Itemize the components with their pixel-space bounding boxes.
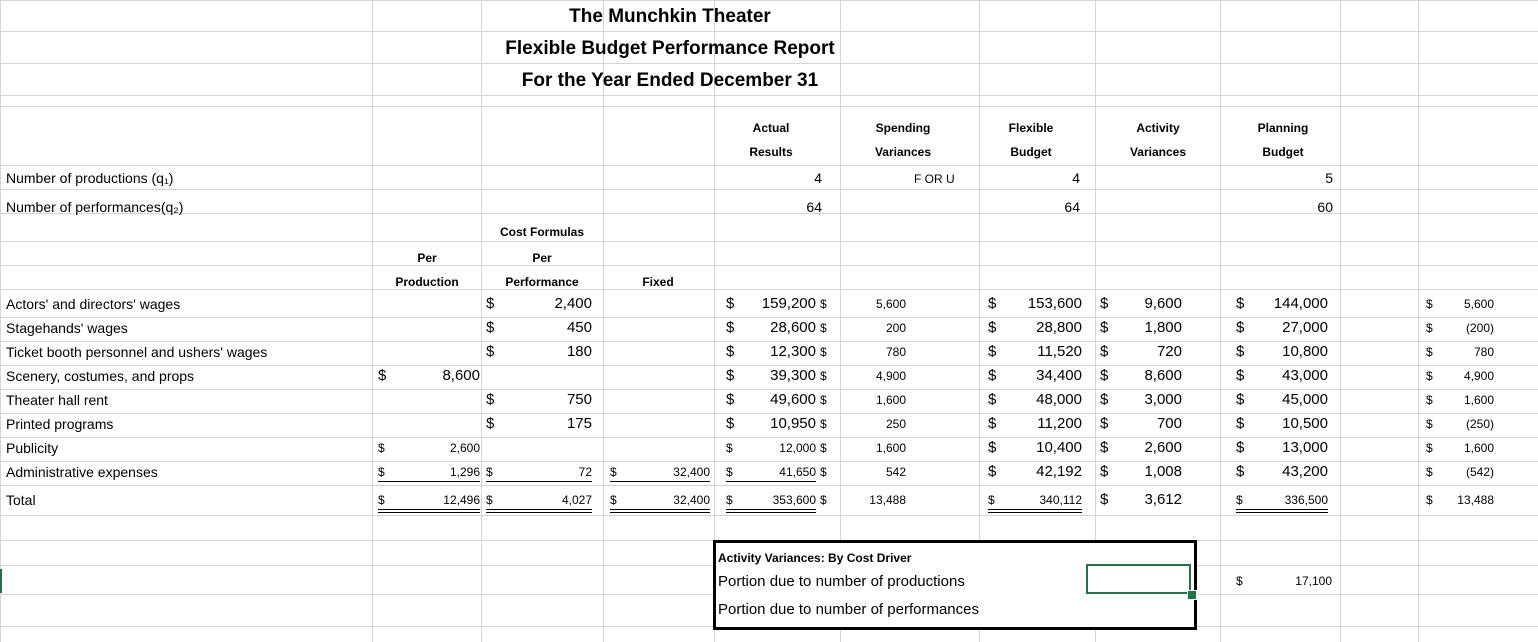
performance-header: Performance <box>505 275 579 289</box>
row-label: Stagehands' wages <box>6 320 128 336</box>
currency-symbol: $ <box>486 391 495 408</box>
double-underline <box>726 509 816 510</box>
activity-box-productions: Portion due to number of productions <box>718 573 965 590</box>
cell-flexible: 48,000 <box>1036 391 1082 408</box>
cell-spending: 200 <box>885 321 906 335</box>
currency-symbol: $ <box>378 465 385 479</box>
currency-symbol: $ <box>1236 295 1245 312</box>
cell-flexible: 153,600 <box>1027 295 1082 312</box>
currency-symbol: $ <box>726 493 733 507</box>
double-underline <box>378 509 480 510</box>
currency-symbol: $ <box>1100 319 1109 336</box>
currency-symbol: $ <box>1100 439 1109 456</box>
total-perf: 4,027 <box>561 493 592 507</box>
currency-symbol: $ <box>1426 369 1433 383</box>
currency-symbol: $ <box>988 343 997 360</box>
currency-symbol: $ <box>1426 441 1433 455</box>
cell-extra: 4,900 <box>1463 369 1494 383</box>
currency-symbol: $ <box>486 415 495 432</box>
currency-symbol: $ <box>1426 465 1433 479</box>
underline <box>726 481 816 482</box>
currency-symbol: $ <box>988 391 997 408</box>
cell-extra: 1,600 <box>1463 393 1494 407</box>
row-label: Administrative expenses <box>6 464 158 480</box>
currency-symbol: $ <box>1100 463 1109 480</box>
currency-symbol: $ <box>820 465 827 479</box>
cell-extra: (542) <box>1465 465 1494 479</box>
row-label: Printed programs <box>6 416 114 432</box>
cell-spending: 780 <box>885 345 906 359</box>
cell-activity: 8,600 <box>1144 367 1182 384</box>
cell-prod: 8,600 <box>442 367 480 384</box>
currency-symbol: $ <box>1236 439 1245 456</box>
double-underline <box>610 509 710 510</box>
currency-symbol: $ <box>1426 345 1433 359</box>
total-planning: 336,500 <box>1284 493 1328 507</box>
currency-symbol: $ <box>1100 415 1109 432</box>
per-header-production: Per <box>417 251 437 265</box>
productions-actual: 4 <box>814 170 822 186</box>
cell-spending: 5,600 <box>875 297 906 311</box>
cell-fixed: 32,400 <box>673 465 710 479</box>
total-flexible: 340,112 <box>1039 493 1082 507</box>
header-activity-2: Variances <box>1129 145 1187 159</box>
currency-symbol: $ <box>820 321 827 335</box>
total-extra: 13,488 <box>1457 493 1494 507</box>
header-flexible-2: Budget <box>1010 145 1052 159</box>
cell-flexible: 28,800 <box>1036 319 1082 336</box>
activity-box-performances: Portion due to number of performances <box>718 601 979 618</box>
underline <box>378 481 480 482</box>
per-header-performance: Per <box>532 251 552 265</box>
performances-flexible: 64 <box>1064 199 1080 215</box>
currency-symbol: $ <box>988 319 997 336</box>
header-spending-2: Variances <box>874 145 932 159</box>
currency-symbol: $ <box>820 369 827 383</box>
header-actual-1: Actual <box>752 121 790 135</box>
company-title: The Munchkin Theater <box>569 6 771 27</box>
header-activity-1: Activity <box>1136 121 1180 135</box>
cell-flexible: 10,400 <box>1036 439 1082 456</box>
cell-actual: 12,300 <box>770 343 816 360</box>
currency-symbol: $ <box>486 295 495 312</box>
currency-symbol: $ <box>726 295 735 312</box>
cell-actual: 49,600 <box>770 391 816 408</box>
cell-perf: 180 <box>566 343 592 360</box>
currency-symbol: $ <box>1100 391 1109 408</box>
cell-planning: 43,200 <box>1282 463 1328 480</box>
cell-flexible: 34,400 <box>1036 367 1082 384</box>
row-label: Theater hall rent <box>6 392 108 408</box>
cell-actual: 12,000 <box>779 441 816 455</box>
total-label: Total <box>6 492 36 508</box>
currency-symbol: $ <box>1236 463 1245 480</box>
currency-symbol: $ <box>988 493 995 507</box>
row-label: Ticket booth personnel and ushers' wages <box>6 344 268 360</box>
currency-symbol: $ <box>726 367 735 384</box>
currency-symbol: $ <box>820 393 827 407</box>
performances-actual: 64 <box>806 199 822 215</box>
cell-prod: 1,296 <box>449 465 480 479</box>
currency-symbol: $ <box>820 297 827 311</box>
currency-symbol: $ <box>486 465 493 479</box>
production-header: Production <box>395 275 459 289</box>
cell-activity: 1,800 <box>1144 319 1182 336</box>
header-planning-1: Planning <box>1257 121 1309 135</box>
double-underline <box>610 512 710 513</box>
currency-symbol: $ <box>726 319 735 336</box>
currency-symbol: $ <box>1236 343 1245 360</box>
cell-planning: 45,000 <box>1282 391 1328 408</box>
currency-symbol: $ <box>820 441 827 455</box>
row-label: Scenery, costumes, and props <box>6 368 195 384</box>
cell-extra: (250) <box>1465 417 1494 431</box>
productions-label: Number of productions (q₁) <box>6 170 174 186</box>
cell-activity: 720 <box>1156 343 1182 360</box>
currency-symbol: $ <box>610 465 617 479</box>
currency-symbol: $ <box>378 441 385 455</box>
active-row-marker <box>0 569 2 593</box>
cell-extra: 1,600 <box>1463 441 1494 455</box>
cell-spending: 542 <box>885 465 906 479</box>
cell-extra: 5,600 <box>1463 297 1494 311</box>
double-underline <box>486 512 592 513</box>
currency-symbol: $ <box>988 367 997 384</box>
cell-actual: 39,300 <box>770 367 816 384</box>
cell-perf: 2,400 <box>554 295 592 312</box>
currency-symbol: $ <box>1100 491 1109 508</box>
currency-symbol: $ <box>486 319 495 336</box>
cell-spending: 4,900 <box>875 369 906 383</box>
currency-symbol: $ <box>726 441 733 455</box>
currency-symbol: $ <box>1236 391 1245 408</box>
fixed-header: Fixed <box>642 275 674 289</box>
cell-perf: 750 <box>566 391 592 408</box>
cell-activity: 9,600 <box>1144 295 1182 312</box>
report-title: Flexible Budget Performance Report <box>505 38 835 59</box>
cell-activity: 1,008 <box>1144 463 1182 480</box>
cell-perf: 72 <box>578 465 592 479</box>
currency-symbol: $ <box>988 439 997 456</box>
underline <box>610 481 710 482</box>
currency-symbol: $ <box>1236 493 1243 507</box>
cell-flexible: 11,200 <box>1037 415 1082 432</box>
cell-activity: 2,600 <box>1144 439 1182 456</box>
activity-box-planning-value: 17,100 <box>1295 574 1332 588</box>
double-underline <box>1236 512 1328 513</box>
currency-symbol: $ <box>1236 319 1245 336</box>
currency-symbol: $ <box>820 417 827 431</box>
cell-actual: 41,650 <box>779 465 816 479</box>
productions-flexible: 4 <box>1072 170 1080 186</box>
currency-symbol: $ <box>1426 393 1433 407</box>
double-underline <box>988 512 1082 513</box>
currency-symbol: $ <box>820 493 827 507</box>
currency-symbol: $ <box>726 415 735 432</box>
total-spending: 13,488 <box>869 493 906 507</box>
currency-symbol: $ <box>1100 367 1109 384</box>
currency-symbol: $ <box>1100 295 1109 312</box>
cell-actual: 10,950 <box>770 415 816 432</box>
cell-spending: 1,600 <box>875 441 906 455</box>
cell-extra: (200) <box>1465 321 1494 335</box>
cell-spending: 250 <box>885 417 906 431</box>
cell-actual: 159,200 <box>761 295 816 312</box>
cell-activity: 700 <box>1156 415 1182 432</box>
currency-symbol: $ <box>1236 415 1245 432</box>
currency-symbol: $ <box>726 465 733 479</box>
fill-handle[interactable] <box>1187 590 1197 600</box>
header-planning-2: Budget <box>1262 145 1304 159</box>
currency-symbol: $ <box>1426 321 1433 335</box>
row-label: Actors' and directors' wages <box>6 296 181 312</box>
double-underline <box>486 509 592 510</box>
total-activity: 3,612 <box>1144 491 1182 508</box>
currency-symbol: $ <box>610 493 617 507</box>
total-actual: 353,600 <box>772 493 816 507</box>
cell-planning: 13,000 <box>1282 439 1328 456</box>
currency-symbol: $ <box>1426 417 1433 431</box>
header-flexible-1: Flexible <box>1008 121 1054 135</box>
header-actual-2: Results <box>749 145 793 159</box>
report-period: For the Year Ended December 31 <box>521 70 819 91</box>
cell-extra: 780 <box>1473 345 1494 359</box>
currency-symbol: $ <box>726 391 735 408</box>
selected-cell[interactable] <box>1086 564 1191 594</box>
cell-perf: 450 <box>566 319 592 336</box>
performances-label: Number of performances(q₂) <box>6 199 184 215</box>
underline <box>486 481 592 482</box>
currency-symbol: $ <box>378 493 385 507</box>
double-underline <box>988 509 1082 510</box>
total-prod: 12,496 <box>443 493 480 507</box>
cell-planning: 10,800 <box>1282 343 1328 360</box>
total-fixed: 32,400 <box>673 493 710 507</box>
cell-flexible: 11,520 <box>1037 343 1082 360</box>
currency-symbol: $ <box>486 493 493 507</box>
for-u-label: F OR U <box>914 172 955 186</box>
cost-formulas-header: Cost Formulas <box>499 225 584 239</box>
cell-planning: 27,000 <box>1282 319 1328 336</box>
currency-symbol: $ <box>486 343 495 360</box>
currency-symbol: $ <box>1236 367 1245 384</box>
double-underline <box>1236 509 1328 510</box>
currency-symbol: $ <box>988 295 997 312</box>
activity-box-dollar: $ <box>1236 574 1243 588</box>
performances-planning: 60 <box>1317 199 1333 215</box>
cell-spending: 1,600 <box>875 393 906 407</box>
cell-activity: 3,000 <box>1144 391 1182 408</box>
cell-planning: 144,000 <box>1273 295 1328 312</box>
currency-symbol: $ <box>1426 493 1433 507</box>
activity-box-title: Activity Variances: By Cost Driver <box>718 551 912 565</box>
double-underline <box>378 512 480 513</box>
cell-planning: 10,500 <box>1282 415 1328 432</box>
currency-symbol: $ <box>1100 343 1109 360</box>
cell-perf: 175 <box>566 415 592 432</box>
cell-flexible: 42,192 <box>1036 463 1082 480</box>
row-label: Publicity <box>6 440 59 456</box>
currency-symbol: $ <box>820 345 827 359</box>
cell-actual: 28,600 <box>770 319 816 336</box>
currency-symbol: $ <box>988 415 997 432</box>
currency-symbol: $ <box>726 343 735 360</box>
cell-planning: 43,000 <box>1282 367 1328 384</box>
currency-symbol: $ <box>1426 297 1433 311</box>
header-spending-1: Spending <box>875 121 931 135</box>
currency-symbol: $ <box>988 463 997 480</box>
currency-symbol: $ <box>378 367 387 384</box>
productions-planning: 5 <box>1325 170 1333 186</box>
double-underline <box>726 512 816 513</box>
cell-prod: 2,600 <box>449 441 480 455</box>
